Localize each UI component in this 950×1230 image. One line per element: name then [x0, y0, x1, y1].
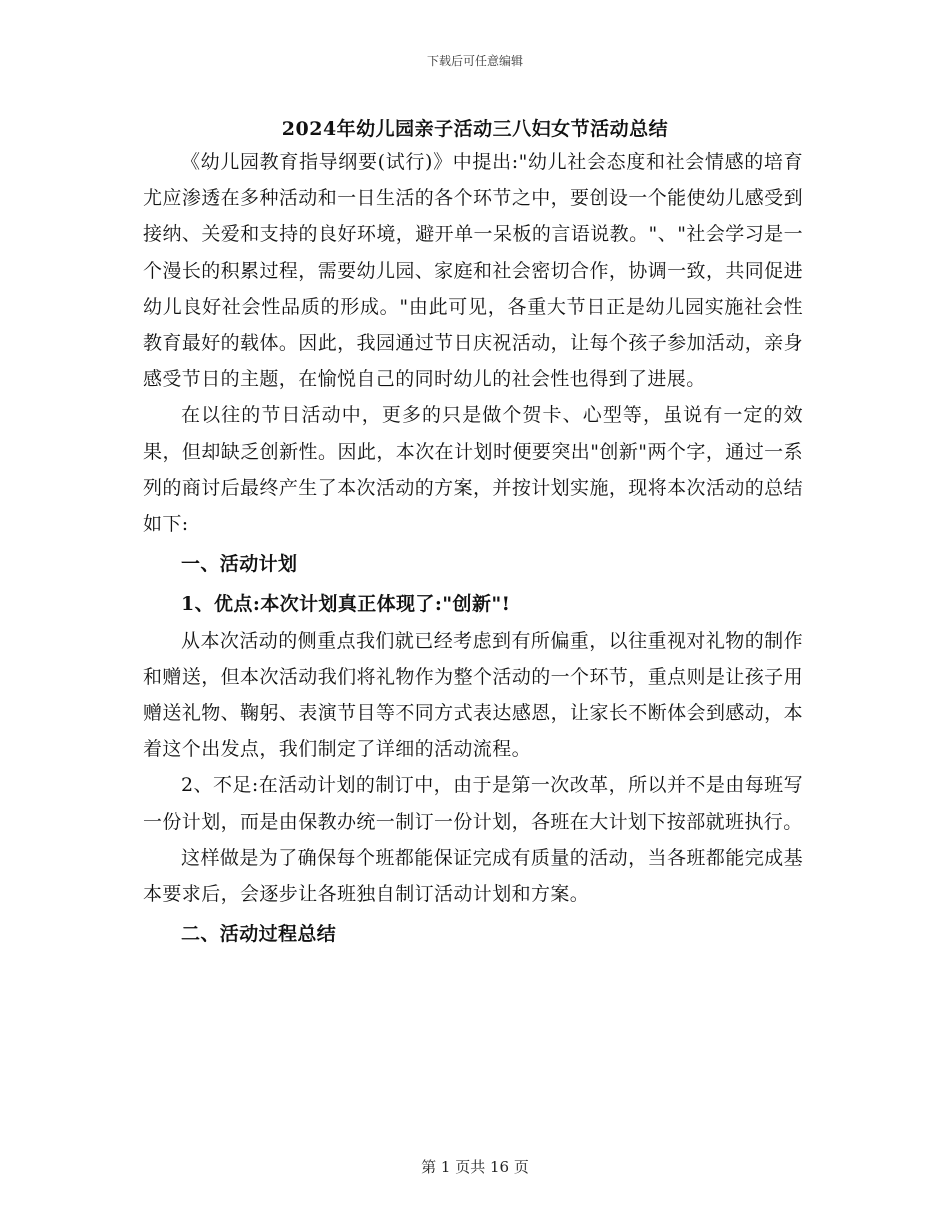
- document-title: 2024年幼儿园亲子活动三八妇女节活动总结: [281, 118, 669, 140]
- paragraph-intro: 《幼儿园教育指导纲要(试行)》中提出:"幼儿社会态度和社会情感的培育尤应渗透在多种活动和一日生活的各个环节之中，要创设一个能使幼儿感受到接纳、关爱和支持的良好环境，避开单一呆板的言语说教。"、"社会学习是一个漫长的积累过程，需要幼儿园、家庭和社会密切合作，协调一致，共同促进幼儿良好社会性品质的形成。"由此可见，各重大节日正是幼儿园实施社会性教育最好的载体。因此，我园通过节日庆祝活动，让每个孩子参加活动，亲身感受节日的主题，在愉悦自己的同时幼儿的社会性也得到了进展。: [143, 151, 803, 391]
- subheading-advantages: 1、优点:本次计划真正体现了:"创新"!: [181, 593, 511, 616]
- document-body: [143, 144, 803, 952]
- paragraph-shortcomings: 2、不足:在活动计划的制订中，由于是第一次改革，所以并不是由每班写一份计划，而是由保教办统一制订一份计划，各班在大计划下按部就班执行。: [143, 774, 803, 833]
- page-number: 第 1 页共 16 页: [421, 1158, 529, 1176]
- paragraph-reason: 这样做是为了确保每个班都能保证完成有质量的活动，当各班都能完成基本要求后，会逐步让各班独自制订活动计划和方案。: [143, 846, 803, 906]
- paragraph-background: 在以往的节日活动中，更多的只是做个贺卡、心型等，虽说有一定的效果，但却缺乏创新性。因此，本次在计划时便要突出"创新"两个字，通过一系列的商讨后最终产生了本次活动的方案，并按计划实施，现将本次活动的总结如下:: [143, 404, 803, 536]
- page-header: 下载后可任意编辑: [426, 54, 523, 68]
- paragraph-advantages: 从本次活动的侧重点我们就已经考虑到有所偏重，以往重视对礼物的制作和赠送，但本次活动我们将礼物作为整个活动的一个环节，重点则是让孩子用赠送礼物、鞠躬、表演节目等不同方式表达感恩，让家长不断体会到感动，本着这个出发点，我们制定了详细的活动流程。: [143, 629, 803, 761]
- section-heading-plan: 一、活动计划: [181, 553, 298, 576]
- section-heading-process: 二、活动过程总结: [181, 923, 337, 946]
